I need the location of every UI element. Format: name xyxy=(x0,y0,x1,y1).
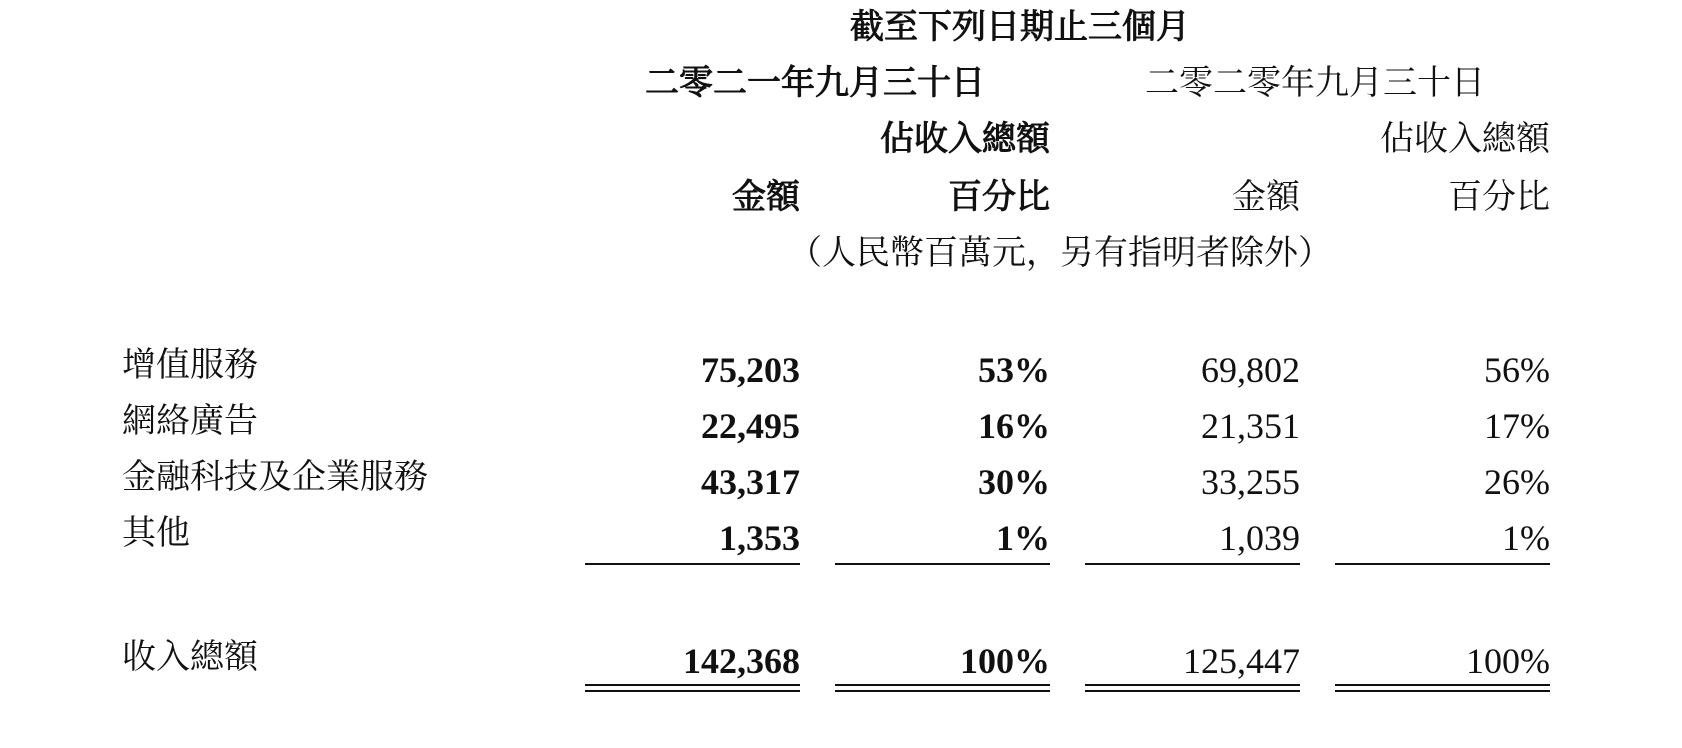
row-label: 網絡廣告 xyxy=(122,401,258,441)
subtotal-rule xyxy=(585,563,800,565)
pct-label-bottom-2020: 百分比 xyxy=(1448,177,1550,217)
row-label: 其他 xyxy=(122,513,190,553)
total-label: 收入總額 xyxy=(122,637,258,677)
total-amount-2020: 125,447 xyxy=(1183,641,1300,681)
amount-label-2021: 金額 xyxy=(732,177,800,217)
pct-label-top-2021: 佔收入總額 xyxy=(880,119,1050,159)
total-amount-2021: 142,368 xyxy=(683,641,800,681)
amount-2020: 1,039 xyxy=(1219,518,1300,558)
total-double-rule xyxy=(585,684,800,692)
pct-2021: 1% xyxy=(996,518,1050,558)
amount-2021: 22,495 xyxy=(701,406,800,446)
pct-label-top-2020: 佔收入總額 xyxy=(1380,119,1550,159)
amount-label-2020: 金額 xyxy=(1232,177,1300,217)
total-pct-2020: 100% xyxy=(1466,641,1550,681)
pct-2020: 56% xyxy=(1484,350,1550,390)
pct-2020: 26% xyxy=(1484,462,1550,502)
column-header-2020: 二零二零年九月三十日 xyxy=(1145,63,1485,103)
total-double-rule xyxy=(835,684,1050,692)
pct-2020: 1% xyxy=(1502,518,1550,558)
amount-2020: 69,802 xyxy=(1201,350,1300,390)
amount-2020: 21,351 xyxy=(1201,406,1300,446)
row-label: 金融科技及企業服務 xyxy=(122,457,428,497)
subtotal-rule xyxy=(1335,563,1550,565)
subtotal-rule xyxy=(835,563,1050,565)
total-pct-2021: 100% xyxy=(960,641,1050,681)
pct-2021: 30% xyxy=(978,462,1050,502)
amount-2021: 43,317 xyxy=(701,462,800,502)
total-double-rule xyxy=(1085,684,1300,692)
subtotal-rule xyxy=(1085,563,1300,565)
amount-2020: 33,255 xyxy=(1201,462,1300,502)
column-header-2021: 二零二一年九月三十日 xyxy=(645,63,985,103)
unit-note: （人民幣百萬元，另有指明者除外） xyxy=(788,233,1332,273)
row-label: 增值服務 xyxy=(122,345,258,385)
amount-2021: 1,353 xyxy=(719,518,800,558)
period-title: 截至下列日期止三個月 xyxy=(850,7,1190,47)
pct-2020: 17% xyxy=(1484,406,1550,446)
total-double-rule xyxy=(1335,684,1550,692)
amount-2021: 75,203 xyxy=(701,350,800,390)
pct-label-bottom-2021: 百分比 xyxy=(948,177,1050,217)
pct-2021: 16% xyxy=(978,406,1050,446)
pct-2021: 53% xyxy=(978,350,1050,390)
